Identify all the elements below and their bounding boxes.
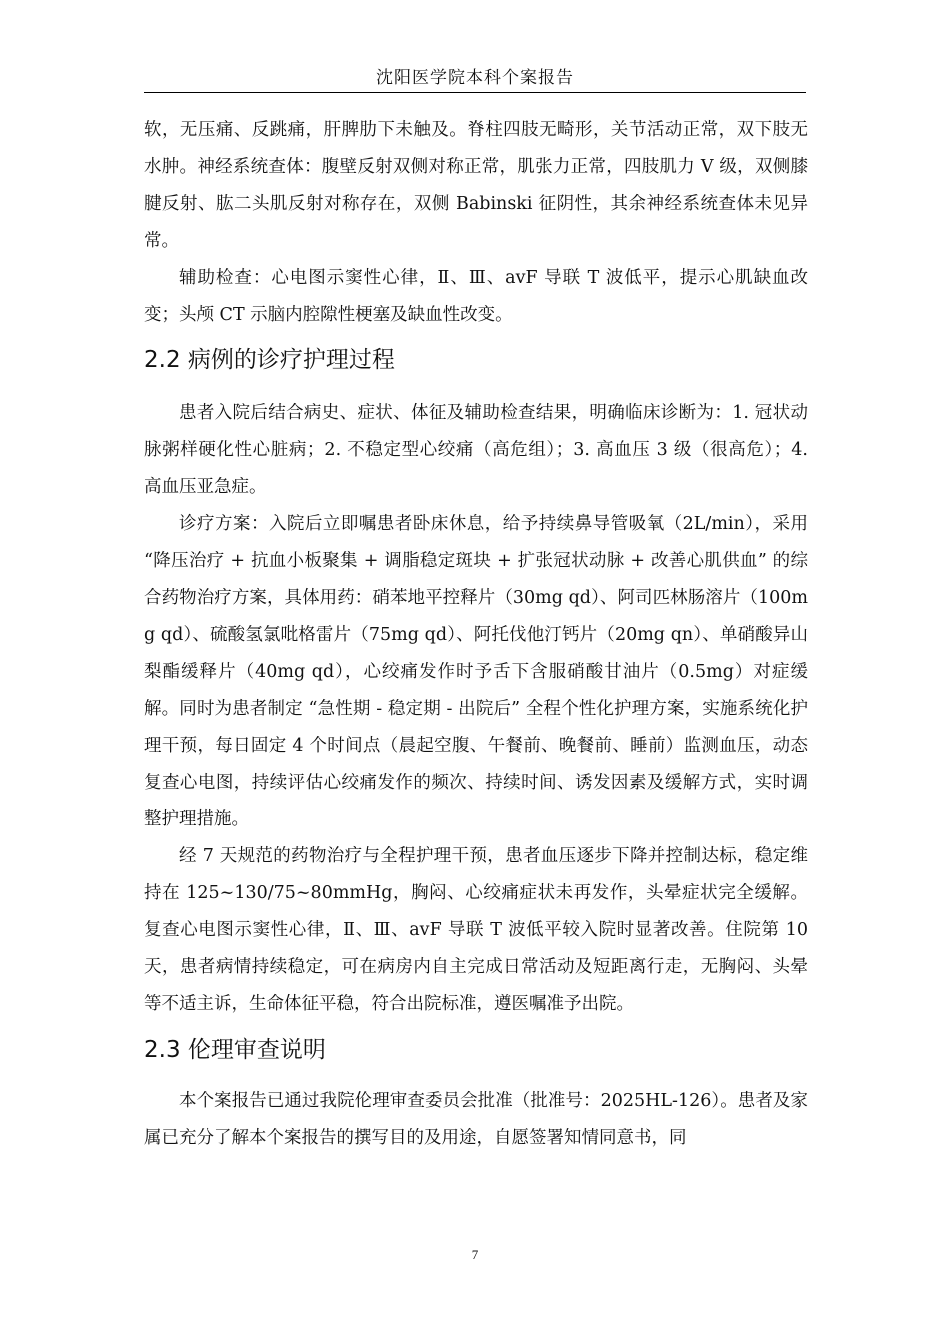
paragraph-ethics: 本个案报告已通过我院伦理审查委员会批准（批准号：2025HL-126）。患者及家属已充分了解本个案报告的撰写目的及用途，自愿签署知情同意书，同 bbox=[144, 1090, 808, 1148]
section-heading-2-2: 2.2 病例的诊疗护理过程 bbox=[144, 347, 395, 374]
paragraph-diagnosis: 患者入院后结合病史、症状、体征及辅助检查结果，明确临床诊断为：1. 冠状动脉粥样硬化性心脏病；2. 不稳定型心绞痛（高危组）；3. 高血压 3 级（很高危）；4. 高血压亚急症。 bbox=[144, 403, 808, 498]
page-header bbox=[144, 66, 806, 93]
section-heading-2-3: 2.3 伦理审查说明 bbox=[144, 1036, 326, 1063]
paragraph-auxiliary-exam: 辅助检查：心电图示窦性心律，Ⅱ、Ⅲ、avF 导联 T 波低平，提示心肌缺血改变；头颅 CT 示脑内腔隙性梗塞及缺血性改变。 bbox=[144, 267, 808, 325]
paragraph-physical-exam: 软，无压痛、反跳痛，肝脾肋下未触及。脊柱四肢无畸形，关节活动正常，双下肢无水肿。神经系统查体：腹壁反射双侧对称正常，肌张力正常，四肢肌力 V 级，双侧膝腱反射、肱二头肌反射对称存在，双侧 Babinski 征阴性，其余神经系统查体未见异常。 bbox=[144, 120, 808, 251]
document-body bbox=[144, 112, 808, 1157]
page-number: 7 bbox=[471, 1247, 479, 1262]
paragraph-outcome: 经 7 天规范的药物治疗与全程护理干预，患者血压逐步下降并控制达标，稳定维持在 125~130/75~80mmHg，胸闷、心绞痛症状未再发作，头晕症状完全缓解。复查心电图示窦性心律，Ⅱ、Ⅲ、avF 导联 T 波低平较入院时显著改善。住院第 10 天，患者病情持续稳定，可在病房内自主完成日常活动及短距离行走，无胸闷、头晕等不适主诉，生命体征平稳，符合出院标准，遵医嘱准予出院。 bbox=[144, 846, 808, 1014]
header-title: 沈阳医学院本科个案报告 bbox=[376, 68, 574, 88]
paragraph-treatment-plan: 诊疗方案：入院后立即嘱患者卧床休息，给予持续鼻导管吸氧（2L/min），采用 “降压治疗 + 抗血小板聚集 + 调脂稳定斑块 + 扩张冠状动脉 + 改善心肌供血” 的综合药物治疗方案，具体用药：硝苯地平控释片（30mg qd）、阿司匹林肠溶片（100mg qd）、硫酸氢氯吡格雷片（75mg qd）、阿托伐他汀钙片（20mg qn）、单硝酸异山梨酯缓释片（40mg qd），心绞痛发作时予舌下含服硝酸甘油片（0.5mg）对症缓解。同时为患者制定 “急性期 - 稳定期 - 出院后” 全程个性化护理方案，实施系统化护理干预，每日固定 4 个时间点（晨起空腹、午餐前、晚餐前、睡前）监测血压，动态复查心电图，持续评估心绞痛发作的频次、持续时间、诱发因素及缓解方式，实时调整护理措施。 bbox=[144, 514, 808, 830]
